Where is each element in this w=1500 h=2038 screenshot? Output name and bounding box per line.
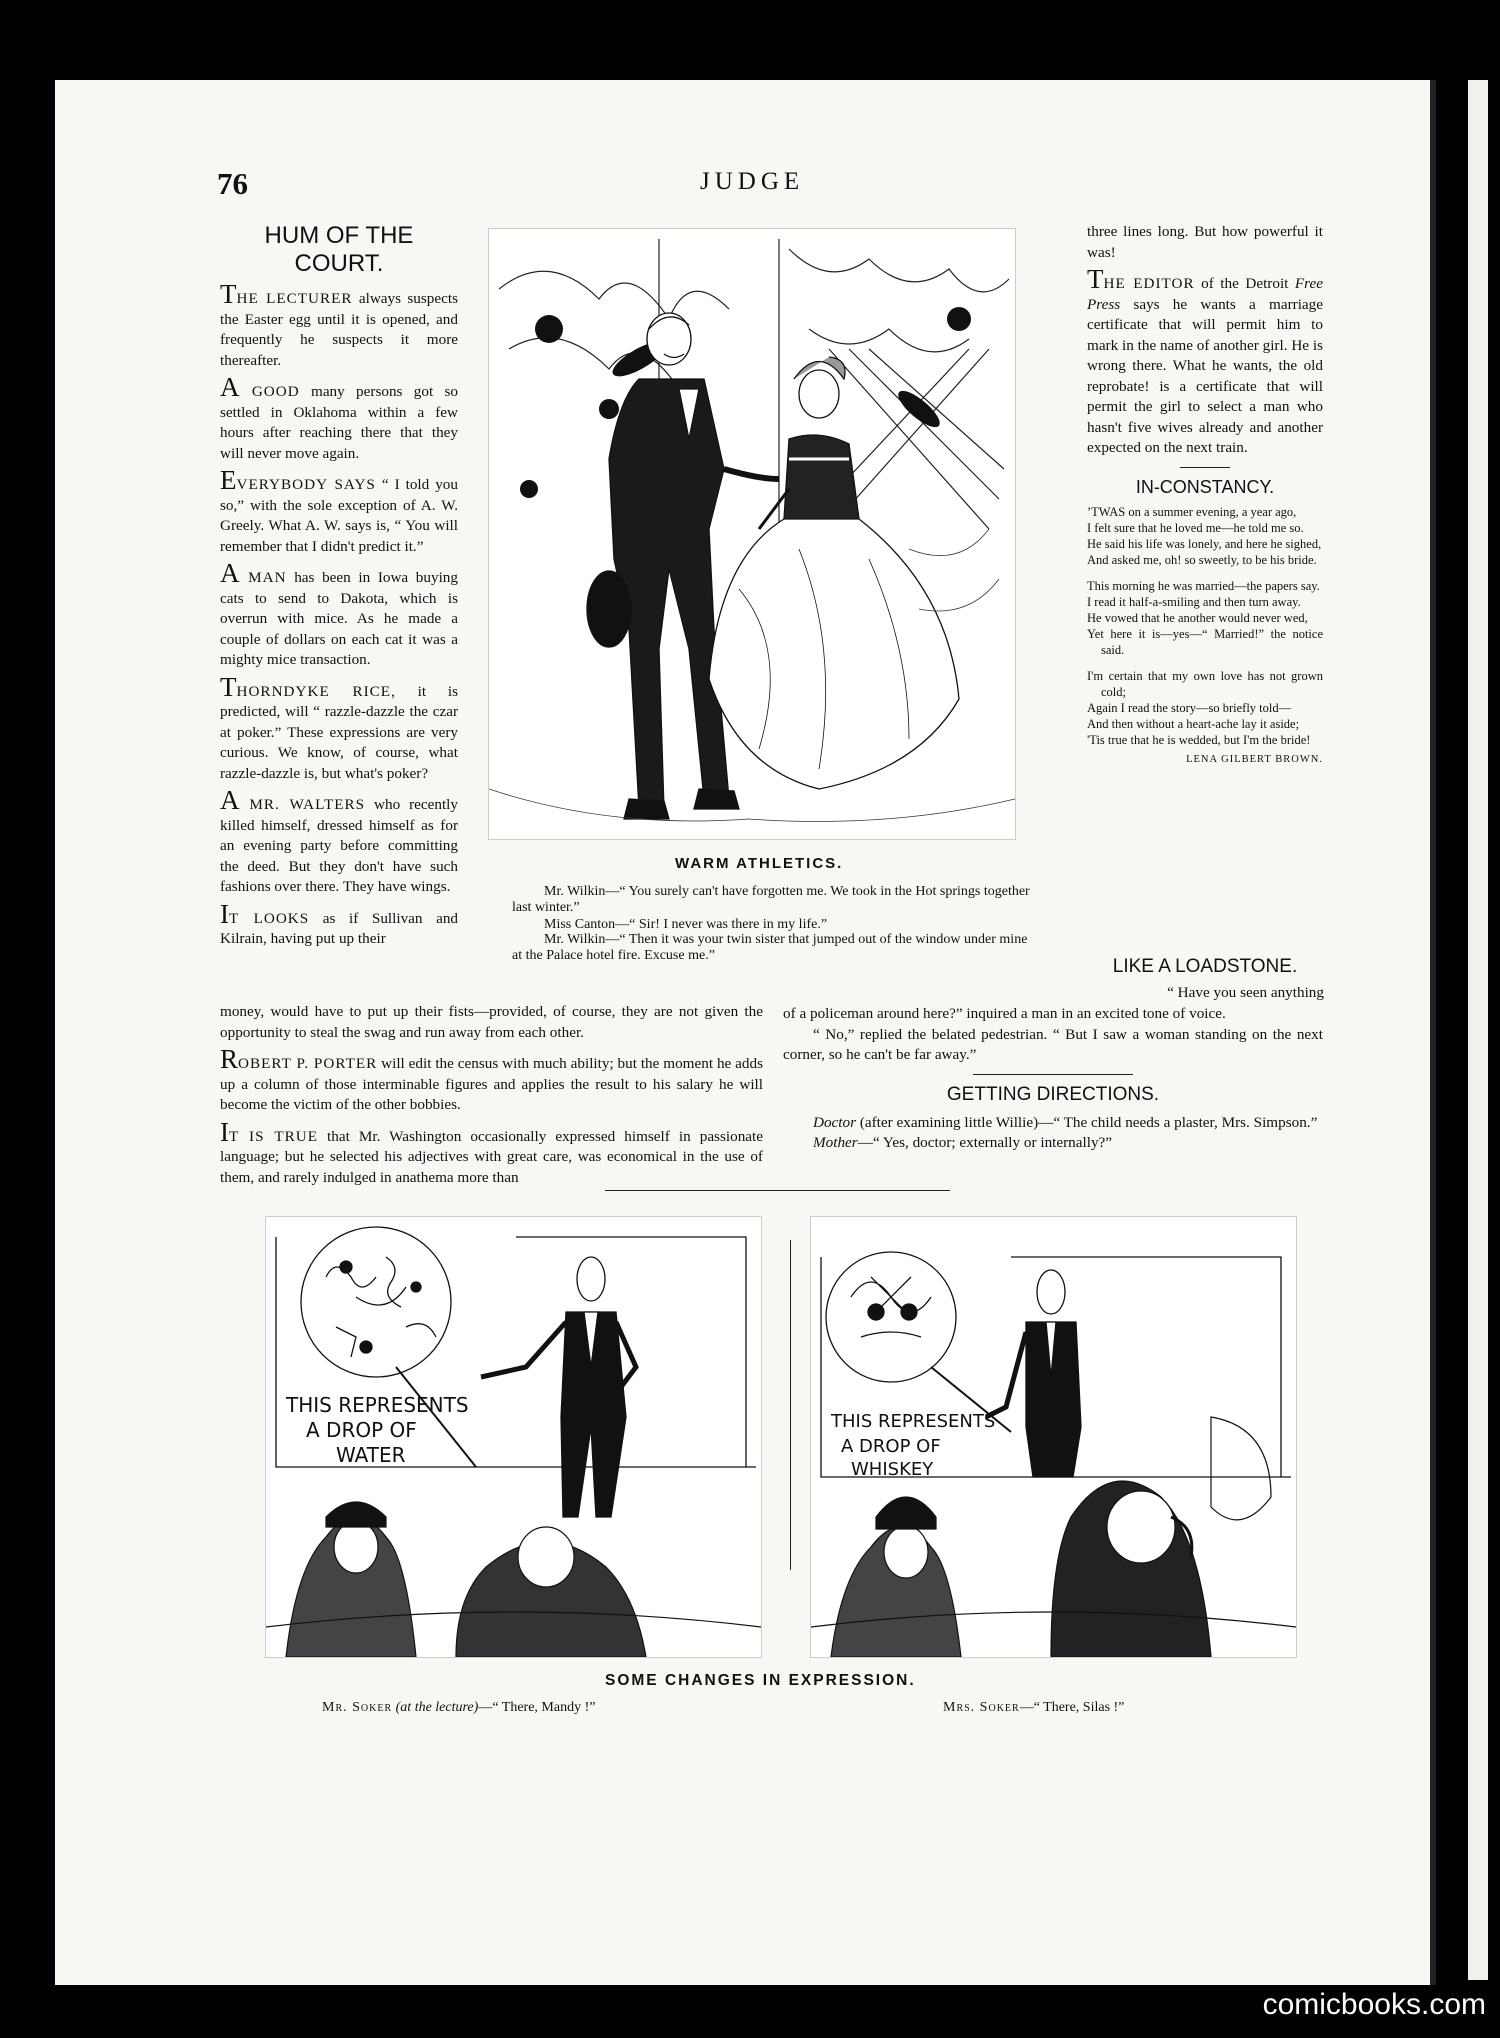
adjacent-page-edge (1468, 80, 1488, 1980)
poem-stanza-2 (1087, 578, 1323, 658)
drop-of-water-cartoon (265, 1216, 762, 1658)
drop-of-whiskey-drawing (811, 1217, 1296, 1657)
directions-title: GETTING DIRECTIONS. (946, 1083, 1160, 1105)
loadstone-paragraph-1: of a policeman around here?” inquired a man in an excited tone of voice. (783, 1005, 1226, 1022)
poem-line: This morning he was married—the papers say. (1087, 578, 1320, 593)
directions-doctor-line: Doctor (after examining little Willie)—“ The child needs a plaster, Mrs. Simpson.” (813, 1113, 1318, 1131)
warm-athletics-line-1: Mr. Wilkin—“ You surely can't have forgotten me. We took in the Hot springs together last winter.” (512, 884, 1030, 915)
drop-of-whiskey-cartoon (810, 1216, 1297, 1658)
paragraph-walters: A MR. WALTERS who recently killed himself, dressed himself as for an evening party before committing the deed. But they don't have such fashions over there. They have wings. (220, 785, 458, 895)
warm-athletics-title: WARM ATHLETICS. (675, 855, 844, 872)
warm-athletics-illustration (488, 228, 1016, 840)
paragraph-detroit-editor: THE EDITOR of the Detroit Free Press says he wants a marriage certificate that will permit him to mark in the name of another girl. He is wrong there. What he wants, the old reprobate! is a certificate that will permit the girl to select a man who hasn't five wives already and another expected on the next train. (1087, 264, 1323, 456)
section-rule (973, 1074, 1133, 1075)
poem-line: He said his life was lonely, and here he sighed, (1087, 536, 1322, 551)
poem-line: Yet here it is—yes—“ Married!” the notice said. (1087, 626, 1323, 657)
left-cartoon-caption: Mr. Soker (at the lecture)—“ There, Mandy !” (322, 1700, 596, 1715)
warm-athletics-line-2: Miss Canton—“ Sir! I never was there in my life.” (544, 917, 828, 932)
loadstone-first-line: “ Have you seen anything (1167, 984, 1324, 1001)
horizontal-divider (605, 1190, 950, 1191)
poem-line: I read it half-a-smiling and then turn away. (1087, 594, 1301, 609)
paragraph-porter: ROBERT P. PORTER will edit the census with much ability; but the moment he adds up a column of those interminable figures and applies the result to his salary he will become the victim of the other bobbies. (220, 1044, 763, 1113)
paragraph-oklahoma: A GOOD many persons got so settled in Oklahoma within a few hours after reaching there that they will never move again. (220, 372, 458, 462)
paragraph-washington: IT IS TRUE that Mr. Washington occasionally expressed himself in passionate language; but he selected his adjectives with great care, was economical in the use of them, and rarely indulged in anathema more than (220, 1116, 763, 1186)
drop-of-water-drawing (266, 1217, 761, 1657)
directions-mother-line: Mother—“ Yes, doctor; externally or internally?” (813, 1134, 1113, 1151)
whiskey-sign-line-1: THIS REPRESENTS (831, 1411, 996, 1432)
paragraph-lecturer: THE LECTURER always suspects the Easter egg until it is opened, and frequently he suspects it more thereafter. (220, 279, 458, 369)
poem-line: Again I read the story—so briefly told— (1087, 700, 1292, 715)
whiskey-sign-line-3: WHISKEY (851, 1459, 934, 1480)
paragraph-iowa-cats: A MAN has been in Iowa buying cats to send to Dakota, which is overrun with mice. As he made a couple of dollars on each cat it was a mighty mice transaction. (220, 558, 458, 668)
column-title: HUM OF THE COURT. (264, 222, 414, 277)
poem-line: And asked me, oh! so sweetly, to be his bride. (1087, 552, 1317, 567)
poem-line: 'Tis true that he is wedded, but I'm the bride! (1087, 732, 1311, 747)
poem-line: I'm certain that my own love has not grown cold; (1087, 668, 1323, 699)
right-column (1087, 222, 1323, 768)
left-column (220, 222, 458, 956)
poem-in-constancy (1087, 504, 1323, 768)
loadstone-title: LIKE A LOADSTONE. (1112, 956, 1298, 977)
poem-line: ’TWAS on a summer evening, a year ago, (1087, 504, 1297, 519)
wide-left-text (220, 1002, 763, 1194)
paragraph-thorndyke: THORNDYKE RICE, it is predicted, will “ razzle-dazzle the czar at poker.” These expressions are very curious. We know, of course, what razzle-dazzle is, but what's poker? (220, 671, 459, 782)
warm-athletics-line-3: Mr. Wilkin—“ Then it was your twin sister that jumped out of the window under mine at the Palace hotel fire. Excuse me.” (512, 932, 1028, 963)
masthead-title: JUDGE (700, 168, 805, 195)
poem-stanza-3 (1087, 668, 1323, 748)
poem-author: LENA GILBERT BROWN. (1186, 753, 1323, 765)
paragraph-sullivan: IT LOOKS as if Sullivan and Kilrain, having put up their (220, 898, 459, 947)
water-sign-line-3: WATER (336, 1443, 406, 1467)
right-wide-text (783, 1004, 1323, 1160)
water-sign-line-1: THIS REPRESENTS (286, 1393, 469, 1417)
poem-line: And then without a heart-ache lay it aside; (1087, 716, 1300, 731)
warm-athletics-drawing (489, 229, 1015, 839)
changes-in-expression-title: SOME CHANGES IN EXPRESSION. (605, 1672, 916, 1689)
paragraph-sullivan-continued: money, would have to put up their fists—provided, of course, they are not given the opportunity to steal the swag and run away from each other. (220, 1003, 763, 1041)
cartoon-center-rule (790, 1240, 791, 1570)
poem-line: He vowed that he another would never wed, (1087, 610, 1308, 625)
poem-stanza-1 (1087, 504, 1323, 568)
poem-title: IN-CONSTANCY. (1135, 476, 1275, 497)
section-rule (1180, 467, 1230, 468)
page-number: 76 (217, 166, 248, 201)
whiskey-sign-line-2: A DROP OF (841, 1436, 941, 1457)
site-watermark: comicbooks.com (1262, 1988, 1486, 2021)
water-sign-line-2: A DROP OF (306, 1418, 417, 1442)
right-cartoon-caption: Mrs. Soker—“ There, Silas !” (943, 1700, 1125, 1715)
loadstone-paragraph-2: “ No,” replied the belated pedestrian. “ But I saw a woman standing on the next corner, so he can't be far away.” (783, 1025, 1323, 1063)
paragraph-washington-continued: three lines long. But how powerful it was! (1087, 223, 1323, 261)
poem-line: I felt sure that he loved me—he told me so. (1087, 520, 1304, 535)
paragraph-greely: EVERYBODY SAYS “ I told you so,” with the sole exception of A. W. Greely. What A. W. says is, “ You will remember that I didn't predict it.” (220, 465, 458, 555)
